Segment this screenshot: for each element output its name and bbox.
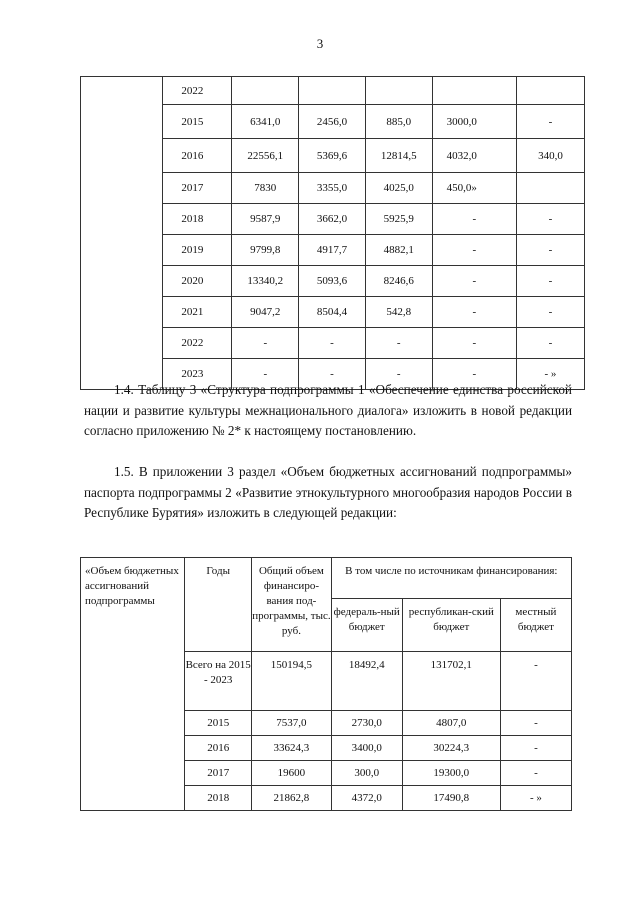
table-row [81,77,585,105]
row-label: «Объем бюджетных ассигнований подпрограммы [81,558,185,811]
value-cell: 885,0 [365,105,432,139]
local-cell: - » [500,786,571,811]
local-cell: - [500,761,571,786]
value-cell: 12814,5 [365,139,432,173]
year-cell: 2021 [163,297,232,328]
header-local: местный бюджет [500,599,571,652]
total-cell: 21862,8 [252,786,331,811]
paragraph-1-5 [84,462,572,524]
year-cell: 2017 [185,761,252,786]
value-cell [299,77,366,105]
value-cell: - [432,328,516,359]
value-cell: - [516,328,584,359]
local-cell: - [500,736,571,761]
value-cell: - [516,266,584,297]
value-cell: 9047,2 [232,297,299,328]
year-cell: 2019 [163,235,232,266]
value-cell: 3000,0 [432,105,516,139]
total-cell: 7537,0 [252,711,331,736]
year-cell: 2022 [163,77,232,105]
year-cell: 2016 [185,736,252,761]
value-cell [516,173,584,204]
republic-cell: 17490,8 [402,786,500,811]
year-cell: 2018 [163,204,232,235]
federal-cell: 3400,0 [331,736,402,761]
year-cell: 2017 [163,173,232,204]
value-cell: 13340,2 [232,266,299,297]
value-cell: - » [516,359,584,390]
value-cell: - [299,328,366,359]
value-cell: - [432,235,516,266]
year-cell: Всего на 2015 - 2023 [185,652,252,711]
republic-cell: 4807,0 [402,711,500,736]
header-total: Общий объем финансиро-вания под-программы, тыс. руб. [252,558,331,652]
value-cell [232,77,299,105]
value-cell: - [516,297,584,328]
value-cell: 3355,0 [299,173,366,204]
year-cell: 2022 [163,328,232,359]
republic-cell: 30224,3 [402,736,500,761]
local-cell: - [500,652,571,711]
republic-cell: 19300,0 [402,761,500,786]
value-cell: 5925,9 [365,204,432,235]
value-cell: - [432,297,516,328]
year-cell: 2016 [163,139,232,173]
value-cell [516,77,584,105]
value-cell: - [299,359,366,390]
value-cell: 5369,6 [299,139,366,173]
value-cell: 2456,0 [299,105,366,139]
local-cell: - [500,711,571,736]
header-sources: В том числе по источникам финансирования: [331,558,571,599]
funding-table-continued [80,76,585,390]
value-cell [365,77,432,105]
value-cell: - [516,204,584,235]
federal-cell: 2730,0 [331,711,402,736]
value-cell: - [232,359,299,390]
paragraph-text: 1.4. Таблицу 3 «Структура подпрограммы 1 «Обеспечение единства российской нации и развитие культуры межнационального диалога» изложить в новой редакции согласно приложению № 2* к настоящему постановлению. [84,382,572,438]
value-cell: - [516,235,584,266]
value-cell: - [365,328,432,359]
value-cell: 4882,1 [365,235,432,266]
total-cell: 33624,3 [252,736,331,761]
total-cell: 150194,5 [252,652,331,711]
header-republic: республикан-ский бюджет [402,599,500,652]
value-cell: 9799,8 [232,235,299,266]
value-cell: - [432,266,516,297]
paragraph-text: 1.5. В приложении 3 раздел «Объем бюджетных ассигнований подпрограммы» паспорта подпрограммы 2 «Развитие этнокультурного многообразия народов России в Республике Бурятия» изложить в следующей редакции: [84,464,572,520]
value-cell: 9587,9 [232,204,299,235]
value-cell: 5093,6 [299,266,366,297]
value-cell: 4917,7 [299,235,366,266]
value-cell: 340,0 [516,139,584,173]
header-federal: федераль-ный бюджет [331,599,402,652]
value-cell: - [365,359,432,390]
page-number: 3 [316,36,324,51]
value-cell: 8504,4 [299,297,366,328]
republic-cell: 131702,1 [402,652,500,711]
label-cell [81,77,163,390]
value-cell: 6341,0 [232,105,299,139]
value-cell: 4032,0 [432,139,516,173]
value-cell: 22556,1 [232,139,299,173]
year-cell: 2015 [185,711,252,736]
value-cell: 542,8 [365,297,432,328]
value-cell: 7830 [232,173,299,204]
year-cell: 2018 [185,786,252,811]
federal-cell: 300,0 [331,761,402,786]
federal-cell: 18492,4 [331,652,402,711]
value-cell: - [432,204,516,235]
federal-cell: 4372,0 [331,786,402,811]
header-years: Годы [185,558,252,652]
year-cell: 2023 [163,359,232,390]
value-cell: - [516,105,584,139]
value-cell: - [432,359,516,390]
value-cell [432,77,516,105]
budget-allocation-table [80,557,572,811]
value-cell: 450,0» [432,173,516,204]
value-cell: 4025,0 [365,173,432,204]
paragraph-1-4 [84,380,572,442]
value-cell: 3662,0 [299,204,366,235]
year-cell: 2015 [163,105,232,139]
value-cell: 8246,6 [365,266,432,297]
value-cell: - [232,328,299,359]
total-cell: 19600 [252,761,331,786]
year-cell: 2020 [163,266,232,297]
